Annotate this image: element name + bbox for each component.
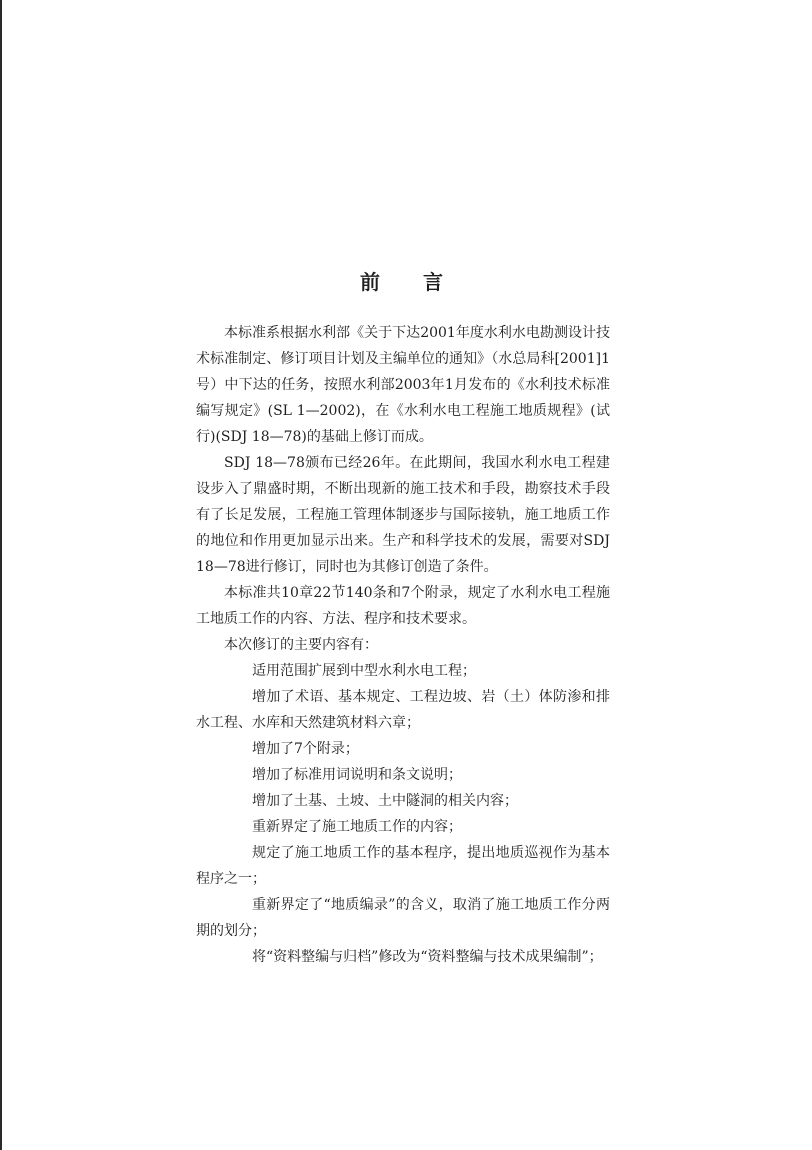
change-item: 重新界定了施工地质工作的内容； [252,819,462,835]
change-item: 适用范围扩展到中型水利水电工程； [252,663,476,679]
page-title [196,266,610,295]
paragraph-scope: 本标准共10章22节140条和7个附录，规定了水利水电工程施工地质工作的内容、方法、程序和技术要求。 [196,585,610,627]
paragraph-background: SDJ 18—78颁布已经26年。在此期间，我国水利水电工程建设步入了鼎盛时期，不断出现新的施工技术和手段，勘察技术手段有了长足发展，工程施工管理体制逐步与国际接轨，施工地质工作的地位和作用更加显示出来。生产和科学技术的发展，需要对SDJ 18—78进行修订，同时也为其修订创造了条件。 [196,455,610,575]
paragraph-basis: 本标准系根据水利部《关于下达2001年度水利水电勘测设计技术标准制定、修订项目计划及主编单位的通知》（水总局科[2001]1号）中下达的任务，按照水利部2003年1月发布的《水利技术标准编写规定》(SL 1—2002)，在《水利水电工程施工地质规程》(试行)(SDJ 18—78)的基础上修订而成。 [196,325,610,445]
change-item: 增加了土基、土坡、土中隧洞的相关内容； [252,793,518,809]
title-char-1: 前 [360,270,383,294]
preface-body [196,320,610,970]
document-page [196,0,610,1150]
change-item: 将“资料整编与归档”修改为“资料整编与技术成果编制”； [252,949,603,965]
change-item: 增加了术语、基本规定、工程边坡、岩（土）体防渗和排水工程、水库和天然建筑材料六章； [196,689,610,731]
change-item: 重新界定了“地质编录”的含义，取消了施工地质工作分两期的划分； [196,897,610,939]
paragraph-changes-intro: 本次修订的主要内容有： [224,637,378,653]
change-item: 规定了施工地质工作的基本程序，提出地质巡视作为基本程序之一； [196,845,610,887]
title-char-2: 言 [423,270,446,294]
page-edge-rule [0,0,2,1150]
change-item: 增加了7个附录； [252,741,359,757]
change-item: 增加了标准用词说明和条文说明； [252,767,462,783]
